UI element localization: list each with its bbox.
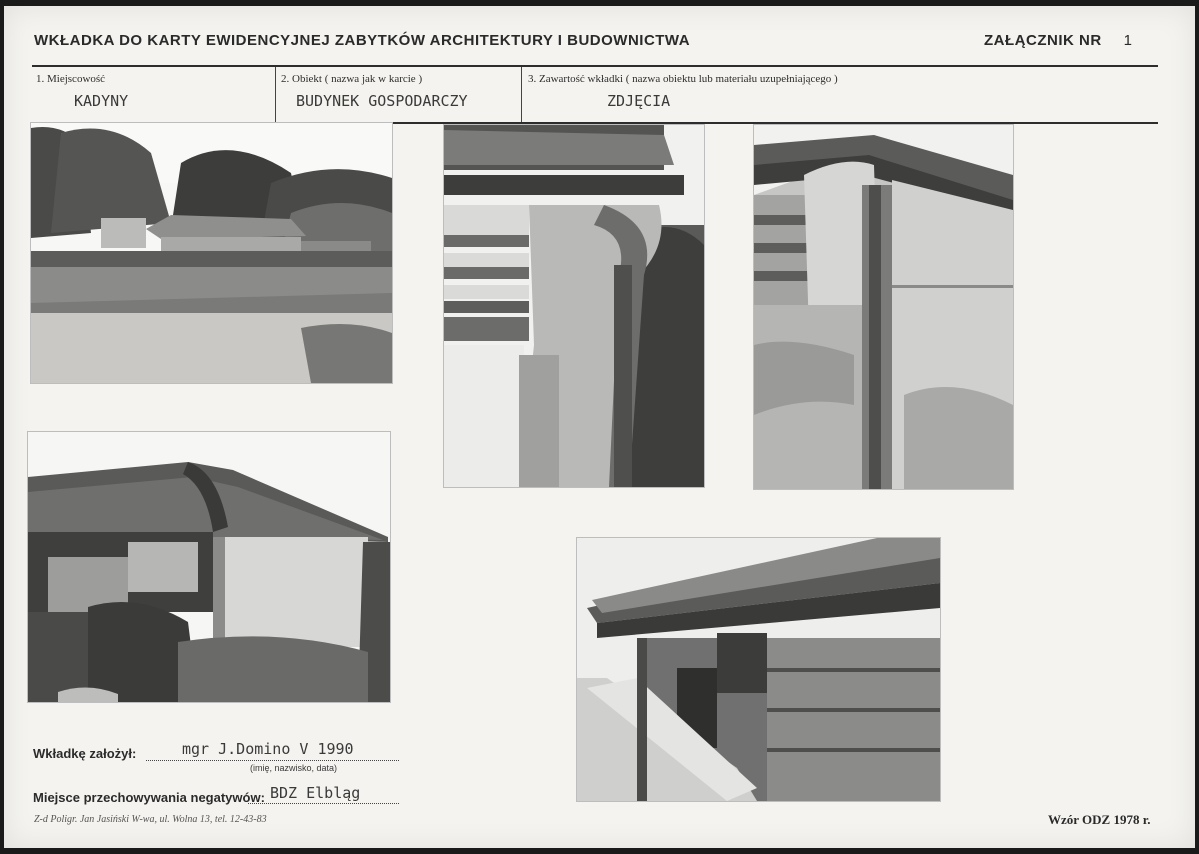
printer-imprint: Z-d Poligr. Jan Jasiński W-wa, ul. Wolna 13, tel. 12-43-83: [34, 814, 267, 825]
header-annex: [984, 32, 1133, 49]
storage-label: Miejsce przechowywania negatywów:: [33, 790, 265, 805]
annex-label: ZAŁĄCZNIK NR: [984, 32, 1102, 49]
field-divider: [521, 67, 522, 122]
founder-label: Wkładkę założył:: [33, 746, 137, 761]
field-label-locality: 1. Miejscowość: [36, 73, 106, 85]
founder-hint: (imię, nazwisko, data): [250, 763, 338, 773]
field-value-locality: KADYNY: [74, 92, 129, 110]
photo-wall-corner: [753, 124, 1014, 490]
field-divider: [275, 67, 276, 122]
storage-dotline: [248, 803, 399, 804]
document-sheet: [4, 6, 1195, 848]
form-pattern: Wzór ODZ 1978 r.: [1048, 812, 1151, 827]
header-rule-top: [32, 65, 1158, 67]
field-value-contents: ZDJĘCIA: [607, 92, 671, 110]
field-label-object: 2. Obiekt ( nazwa jak w karcie ): [281, 73, 423, 85]
storage-value: BDZ Elbląg: [270, 784, 361, 802]
photo-wooden-wall: [576, 537, 941, 802]
photo-tiled-roof-building: [27, 431, 391, 703]
photo-corner-beam: [443, 124, 705, 488]
field-label-contents: 3. Zawartość wkładki ( nazwa obiektu lub materiału uzupełniającego ): [528, 73, 838, 85]
photo-field-with-building: [30, 122, 393, 384]
founder-value: mgr J.Domino V 1990: [182, 740, 354, 758]
founder-dotline: [146, 760, 399, 761]
header-title: WKŁADKA DO KARTY EWIDENCYJNEJ ZABYTKÓW ARCHITEKTURY I BUDOWNICTWA: [34, 32, 691, 49]
annex-number: 1: [1123, 32, 1133, 49]
field-value-object: BUDYNEK GOSPODARCZY: [296, 92, 468, 110]
